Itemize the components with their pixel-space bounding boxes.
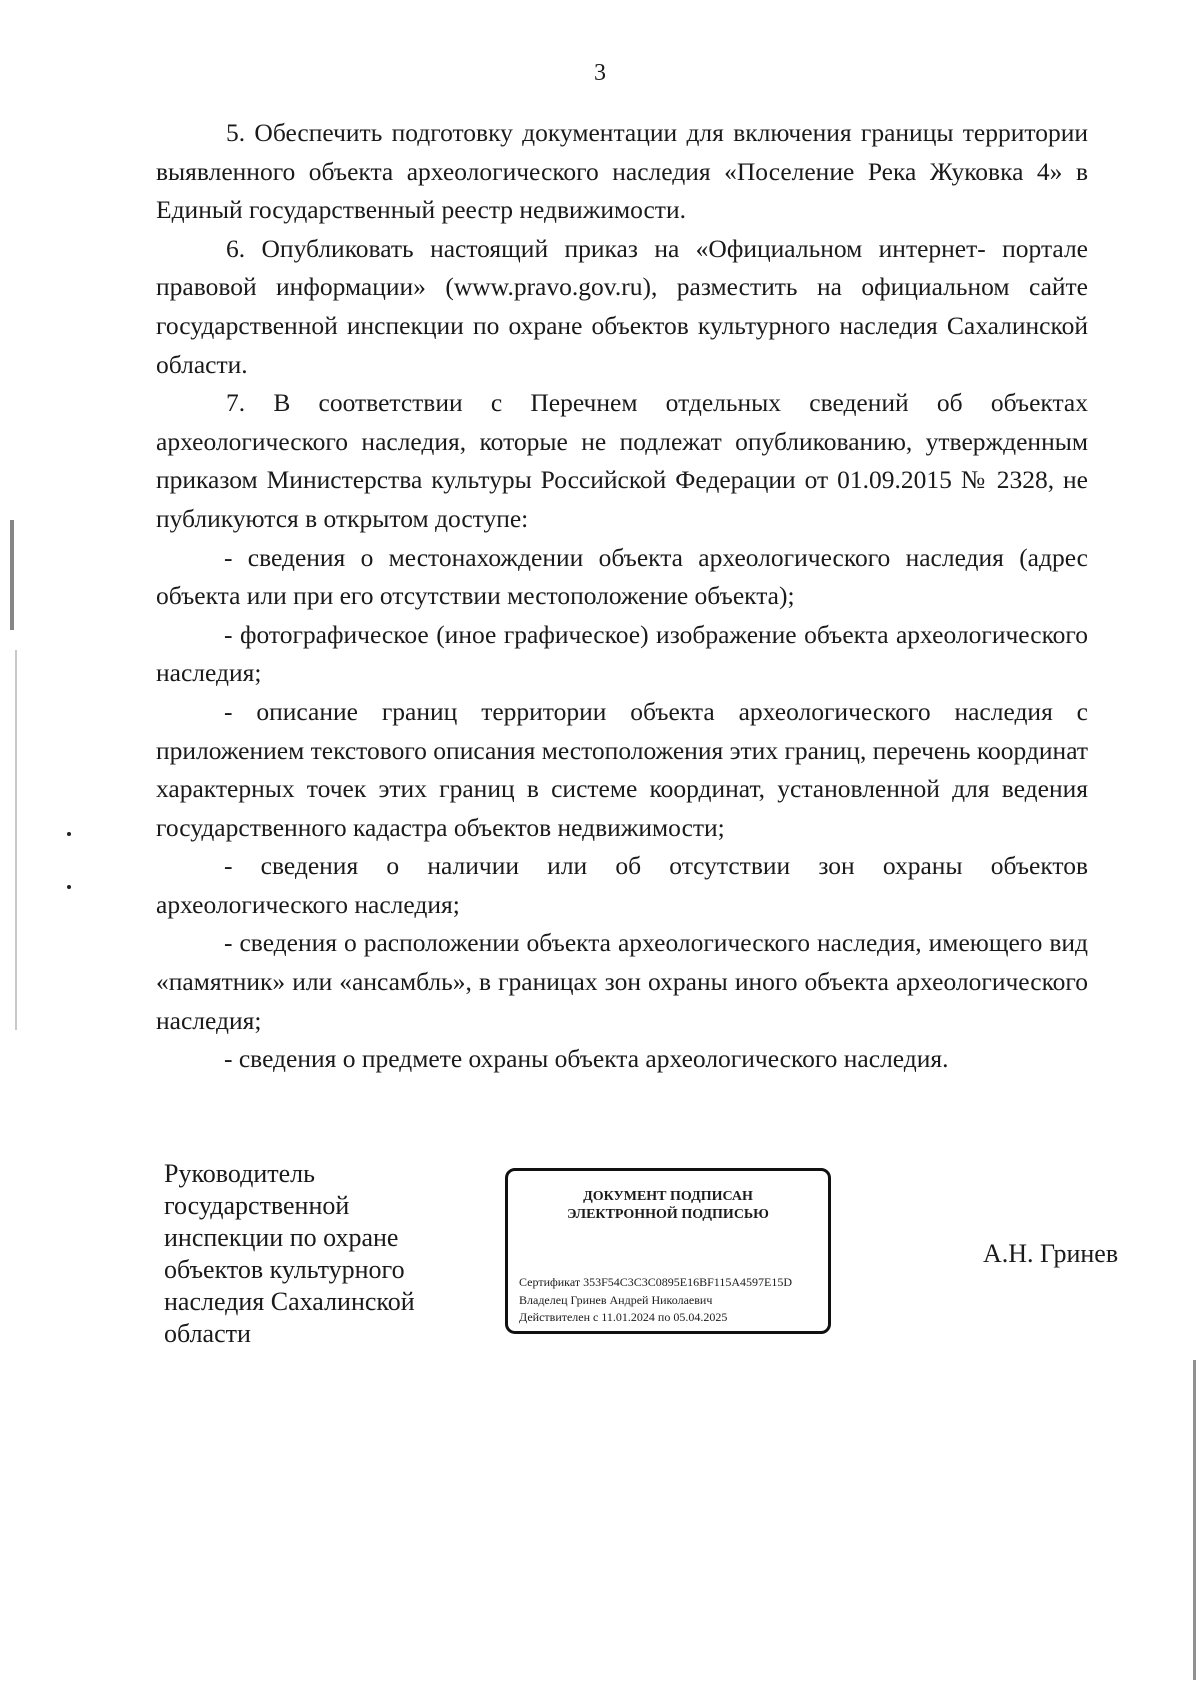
restricted-item-protection-zones: - сведения о наличии или об отсутствии зон охраны объектов археологического наследия; (156, 851, 1088, 919)
order-body (156, 114, 1088, 1079)
scan-artifact-dot (67, 832, 71, 836)
signer-name: А.Н. Гринев (983, 1239, 1119, 1268)
restricted-item-protection-subject: - сведения о предмете охраны объекта археологического наследия. (224, 1044, 949, 1074)
page-number: 3 (594, 60, 606, 86)
signature-block (0, 1158, 1200, 1358)
stamp-certificate: Сертификат 353F54C3C3C0895E16BF115A4597E15D (519, 1275, 792, 1289)
restricted-item-zone-location: - сведения о расположении объекта археологического наследия, имеющего вид «памятник» или «ансамбль», в границах зон охраны иного объекта археологического наследия; (156, 928, 1088, 1035)
scan-artifact-dot (67, 885, 71, 889)
stamp-header: ДОКУМЕНТ ПОДПИСАН ЭЛЕКТРОННОЙ ПОДПИСЬЮ (567, 1189, 769, 1222)
paragraph-7: 7. В соответствии с Перечнем отдельных сведений об объектах археологического наследия, которые не подлежат опубликованию, утвержденным приказом Министерства культуры Российской Федерации от 01.09.2015 № 2328, не публикуются в открытом доступе: (156, 388, 1088, 533)
signer-position: Руководитель государственной инспекции по охране объектов культурного наследия Сахалинской области (164, 1159, 415, 1348)
stamp-details (519, 1274, 827, 1327)
scan-artifact-right (1193, 1360, 1196, 1680)
restricted-item-boundaries: - описание границ территории объекта археологического наследия с приложением текстового описания местоположения этих границ, перечень координат характерных точек этих границ в системе координат, установленной для ведения государственного кадастра объектов недвижимости; (156, 696, 1088, 842)
stamp-validity: Действителен с 11.01.2024 по 05.04.2025 (519, 1310, 728, 1324)
electronic-signature-stamp (505, 1168, 831, 1334)
scan-artifact-left (10, 520, 14, 630)
restricted-item-location: - сведения о местонахождении объекта археологического наследия (адрес объекта или при его отсутствии местоположение объекта); (156, 542, 1088, 611)
paragraph-6: 6. Опубликовать настоящий приказ на «Официальном интернет- портале правовой информации» (www.pravo.gov.ru), разместить на официальном сайте государственной инспекции по охране объектов культурного наследия Сахалинской области. (156, 233, 1088, 379)
paragraph-5: 5. Обеспечить подготовку документации для включения границы территории выявленного объекта археологического наследия «Поселение Река Жуковка 4» в Единый государственный реестр недвижимости. (156, 118, 1088, 225)
restricted-item-image: - фотографическое (иное графическое) изображение объекта археологического наследия; (156, 619, 1088, 688)
scan-artifact-left-lower (15, 650, 17, 1030)
stamp-owner: Владелец Гринев Андрей Николаевич (519, 1292, 713, 1307)
